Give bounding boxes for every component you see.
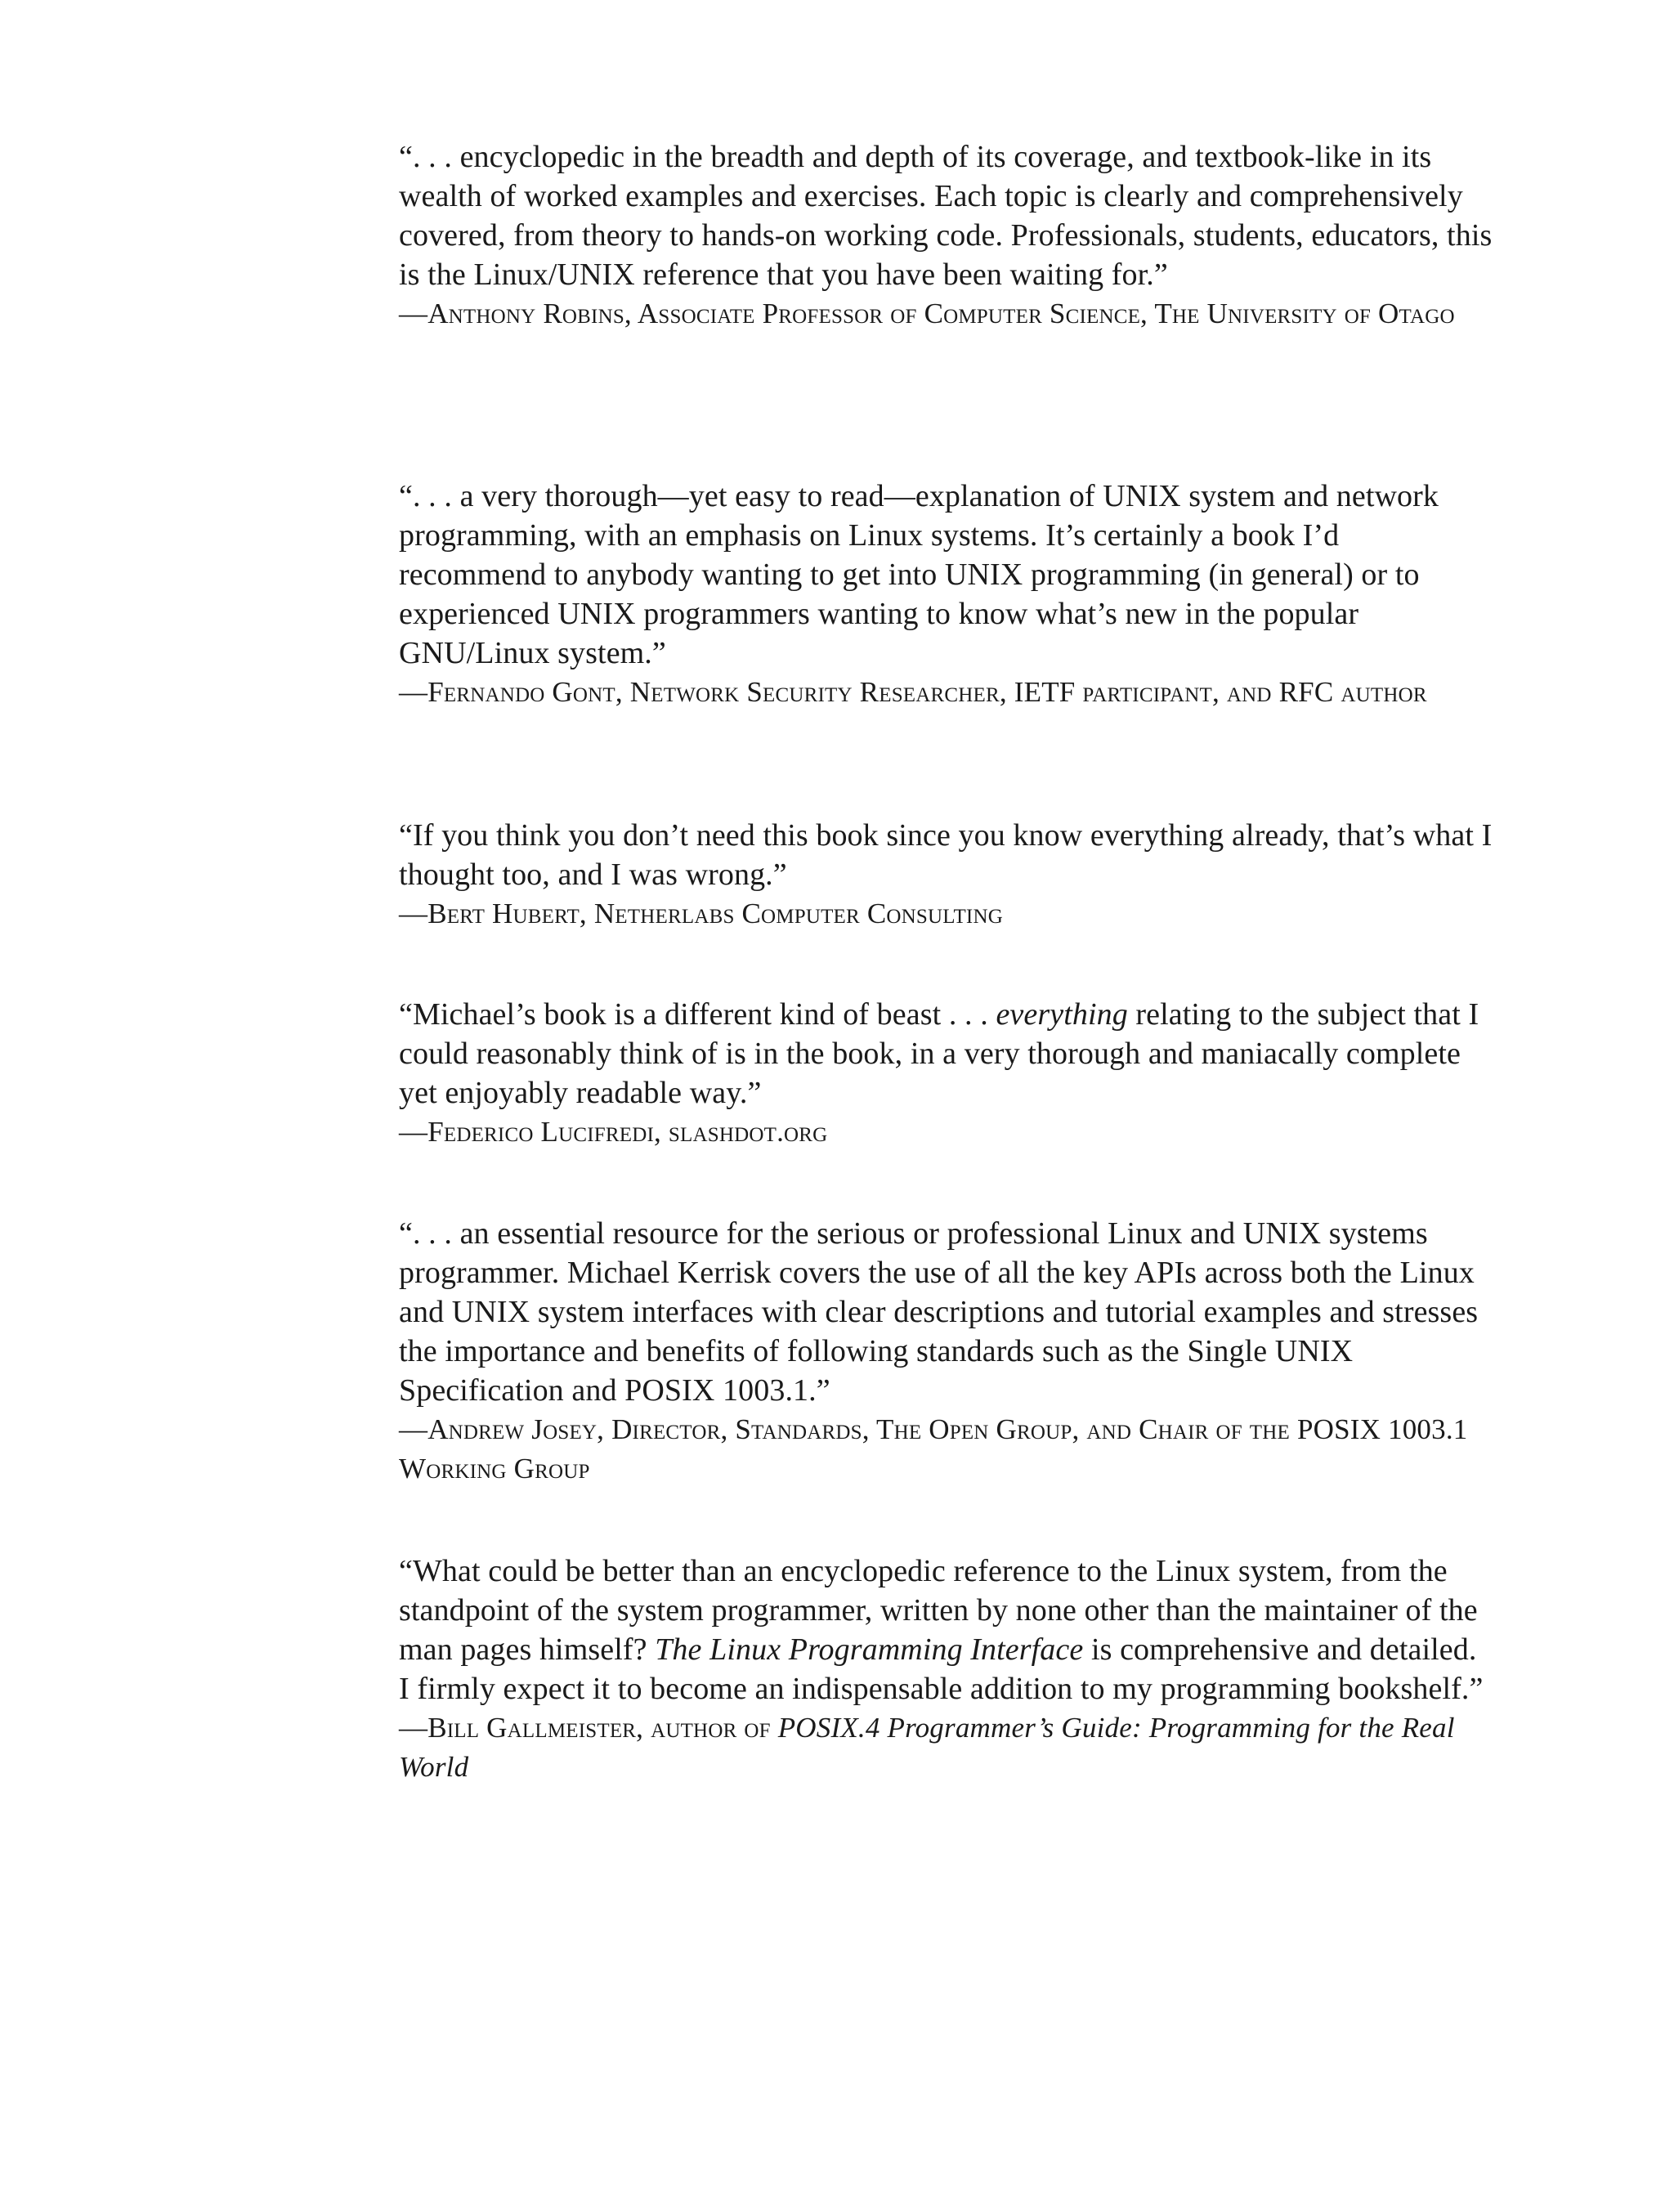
praise-attribution bbox=[399, 1708, 1494, 1787]
quote-text-italic: everything bbox=[996, 997, 1128, 1032]
praise-quote: “If you think you don’t need this book since you know everything already, that’s what I thought too, and I was wrong.” bbox=[399, 818, 1493, 892]
praise-blurb-josey bbox=[399, 1214, 1494, 1489]
quote-text-after: relating to the subject that I could reasonably think of is in the book, in a very thorough and maniacally complete yet enjoyably readable way.” bbox=[399, 997, 1479, 1110]
praise-attribution: —Federico Lucifredi, slashdot.org bbox=[399, 1116, 828, 1148]
praise-blurb-hubert bbox=[399, 816, 1494, 934]
attribution-text: —Bill Gallmeister, author of bbox=[399, 1712, 778, 1744]
praise-quote: “. . . encyclopedic in the breadth and depth of its coverage, and textbook-like in its wealth of worked examples and exercises. Each topic is clearly and comprehensively covered, from theory to hands-on working code. Professionals, students, educators, this is the Linux/UNIX reference that you have been waiting for.” bbox=[399, 140, 1493, 292]
praise-attribution: —Bert Hubert, Netherlabs Computer Consulting bbox=[399, 898, 1003, 929]
praise-blurb-lucifredi bbox=[399, 995, 1494, 1152]
praise-attribution: —Andrew Josey, Director, Standards, The Open Group, and Chair of the POSIX 1003.1 Working Group bbox=[399, 1413, 1468, 1484]
praise-quote: “. . . a very thorough—yet easy to read—explanation of UNIX system and network programming, with an emphasis on Linux systems. It’s certainly a book I’d recommend to anybody wanting to get into UNIX programming (in general) or to experienced UNIX programmers wanting to know what’s new in the popular GNU/Linux system.” bbox=[399, 479, 1439, 670]
quote-text-before: “Michael’s book is a different kind of beast . . . bbox=[399, 997, 996, 1032]
quote-text-before: “What could be better than an encyclopedic reference to the Linux system, from the standpoint of the system programmer, written by none other than the maintainer of the man pages himself? bbox=[399, 1554, 1478, 1667]
praise-blurb-gont bbox=[399, 477, 1494, 712]
quote-text-after: is comprehensive and detailed. I firmly expect it to become an indispensable addition to my programming bookshelf.” bbox=[399, 1632, 1484, 1706]
attribution-book-title: POSIX.4 Programmer’s Guide: Programming for the Real World bbox=[399, 1712, 1455, 1783]
book-title-italic: The Linux Programming Interface bbox=[655, 1632, 1084, 1667]
praise-blurb-gallmeister bbox=[399, 1552, 1494, 1787]
praise-quote bbox=[399, 1552, 1494, 1708]
praise-quote bbox=[399, 995, 1494, 1113]
praise-attribution: —Fernando Gont, Network Security Researcher, IETF participant, and RFC author bbox=[399, 676, 1427, 708]
praise-quote: “. . . an essential resource for the serious or professional Linux and UNIX systems programmer. Michael Kerrisk covers the use of all the key APIs across both the Linux and UNIX system interfaces with clear descriptions and tutorial examples and stresses the importance and benefits of following standards such as the Single UNIX Specification and POSIX 1003.1.” bbox=[399, 1216, 1479, 1408]
praise-blurb-robins bbox=[399, 137, 1494, 334]
praise-attribution: —Anthony Robins, Associate Professor of Computer Science, The University of Otago bbox=[399, 298, 1455, 329]
